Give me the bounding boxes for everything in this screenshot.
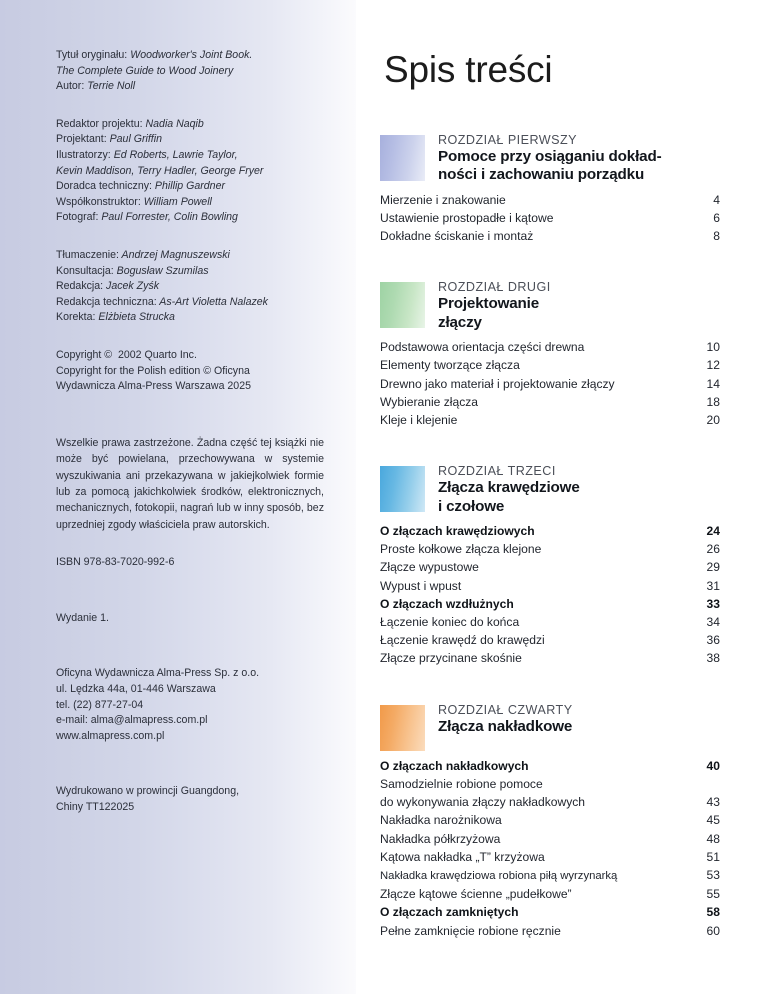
- toc-entry-page: 6: [713, 211, 720, 226]
- toc-entry-page: 31: [706, 578, 720, 593]
- chapter-block-3: [380, 463, 736, 667]
- toc-entry-page: 18: [706, 394, 720, 409]
- toc-entry[interactable]: [380, 866, 736, 885]
- toc-entry-page: 29: [706, 560, 720, 575]
- chapter-header-3: [380, 463, 736, 516]
- chapter-name-1-line-2: ności i zachowaniu porządku: [438, 166, 645, 184]
- toc-entry[interactable]: [380, 411, 736, 429]
- toc-entry-title: Łączenie krawędź do krawędzi: [380, 633, 545, 648]
- original-author-line: Autor: Terrie Noll: [56, 80, 136, 93]
- toc-entry-title: Elementy tworzące złącza: [380, 358, 520, 373]
- toc-entry-title: Łączenie koniec do końca: [380, 615, 520, 630]
- toc-entry[interactable]: [380, 649, 736, 667]
- toc-entry[interactable]: [380, 922, 736, 940]
- toc-entry[interactable]: [380, 522, 736, 540]
- toc-entry-title: O złączach krawędziowych: [380, 524, 535, 539]
- toc-entry[interactable]: [380, 375, 736, 393]
- copyright-line-3: Wydawnicza Alma-Press Warszawa 2025: [56, 380, 251, 393]
- toc-entry-title: Złącze kątowe ścienne „pudełkowe”: [380, 887, 572, 902]
- toc-entry-title: Samodzielnie robione pomoce: [380, 776, 543, 791]
- toc-entry[interactable]: [380, 356, 736, 374]
- credit-line-technical-advisor: Doradca techniczny: Phillip Gardner: [56, 180, 225, 193]
- toc-entry-title: Nakładka półkrzyżowa: [380, 831, 501, 846]
- toc-entry-title: Kleje i klejenie: [380, 413, 458, 428]
- toc-entry-page: 58: [706, 905, 720, 920]
- toc-entry-page: 26: [706, 542, 720, 557]
- toc-entry-title: Dokładne ściskanie i montaż: [380, 229, 534, 244]
- table-of-contents-panel: [356, 0, 760, 994]
- toc-entry[interactable]: [380, 338, 736, 356]
- chapter-title-group-1: [438, 132, 736, 185]
- all-rights-reserved-paragraph: Wszelkie prawa zastrzeżone. Żadna część tej książki nie może być powielana, przechowywana w systemie wyszukiwania ani przekazywana w jakiejkolwiek formie lub za pomocą jakichkolwiek środków, elektronicznych, mechanicznych, fotokopii, nagrań lub w inny sposób, bez uprzedniej zgody właściciela praw autorskich.: [56, 436, 324, 531]
- original-title-line-2: The Complete Guide to Wood Joinery: [56, 64, 234, 77]
- credit-line-proofreading: Korekta: Elżbieta Strucka: [56, 311, 175, 324]
- toc-entry-title: Podstawowa orientacja części drewna: [380, 340, 585, 355]
- printed-in-line-1: Wydrukowano w prowincji Guangdong,: [56, 785, 240, 798]
- toc-entry[interactable]: [380, 775, 736, 793]
- credit-line-editing: Redakcja: Jacek Zyśk: [56, 280, 160, 293]
- toc-entry-page: 10: [706, 340, 720, 355]
- toc-entry-page: 45: [706, 813, 720, 828]
- toc-entry[interactable]: [380, 885, 736, 903]
- credit-line-consultation: Konsultacja: Bogusław Szumilas: [56, 264, 209, 277]
- chapter-entries-1: [380, 191, 736, 246]
- toc-entry-title: Drewno jako materiał i projektowanie złączy: [380, 376, 615, 391]
- chapter-entries-2: [380, 338, 736, 429]
- toc-entry-page: 55: [706, 887, 720, 902]
- publisher-website-line: www.almapress.com.pl: [56, 729, 165, 742]
- toc-entry[interactable]: [380, 613, 736, 631]
- credit-line-translation: Tłumaczenie: Andrzej Magnuszewski: [56, 248, 230, 261]
- chapter-title-group-2: [438, 279, 736, 332]
- toc-entry[interactable]: [380, 903, 736, 921]
- chapter-header-1: [380, 132, 736, 185]
- copyright-block: [56, 348, 324, 395]
- toc-entry-page: 40: [706, 758, 720, 773]
- publisher-email-line: e-mail: alma@almapress.com.pl: [56, 714, 208, 727]
- credit-line-co-constructor: Współkonstruktor: William Powell: [56, 195, 212, 208]
- chapter-color-swatch-icon-1: [380, 135, 425, 181]
- toc-entry[interactable]: [380, 209, 736, 227]
- chapter-title-group-4: [438, 702, 736, 736]
- toc-entry-title: Mierzenie i znakowanie: [380, 192, 506, 207]
- chapter-header-2: [380, 279, 736, 332]
- chapter-kicker-3: ROZDZIAŁ TRZECI: [438, 464, 556, 479]
- credit-line-technical-editing: Redakcja techniczna: As-Art Violetta Nalazek: [56, 295, 268, 308]
- chapter-entries-4: [380, 757, 736, 940]
- credit-line-designer: Projektant: Paul Griffin: [56, 133, 162, 146]
- publisher-address-line: ul. Lędzka 44a, 01-446 Warszawa: [56, 682, 216, 695]
- publisher-name-line: Oficyna Wydawnicza Alma-Press Sp. z o.o.: [56, 667, 260, 680]
- printed-in-block: [56, 784, 324, 815]
- toc-entry-title: O złączach wzdłużnych: [380, 596, 514, 611]
- toc-entry-page: 36: [706, 633, 720, 648]
- chapter-name-1-line-1: Pomoce przy osiąganiu dokład-: [438, 148, 662, 165]
- toc-entry[interactable]: [380, 558, 736, 576]
- chapter-list: [380, 132, 736, 948]
- chapter-kicker-1: ROZDZIAŁ PIERWSZY: [438, 133, 577, 147]
- page-title: Spis treści: [384, 49, 553, 90]
- toc-entry-page: 20: [706, 413, 720, 428]
- toc-entry-title: Wybieranie złącza: [380, 394, 479, 409]
- chapter-title-group-3: [438, 463, 736, 516]
- toc-entry[interactable]: [380, 577, 736, 595]
- original-title-block: [56, 48, 324, 95]
- chapter-header-4: [380, 702, 736, 751]
- copyright-line-2: Copyright for the Polish edition © Oficyna: [56, 364, 250, 377]
- chapter-entries-3: [380, 522, 736, 668]
- toc-entry-page: 48: [706, 831, 720, 846]
- toc-entry-page: 4: [713, 192, 720, 207]
- toc-entry[interactable]: [380, 227, 736, 245]
- toc-entry-page: 34: [706, 615, 720, 630]
- toc-entry-page: 8: [713, 229, 720, 244]
- chapter-kicker-4: ROZDZIAŁ CZWARTY: [438, 702, 573, 717]
- toc-entry-title: Złącze wypustowe: [380, 560, 479, 575]
- chapter-block-1: [380, 132, 736, 245]
- chapter-block-2: [380, 279, 736, 429]
- toc-entry[interactable]: [380, 393, 736, 411]
- toc-entry[interactable]: [380, 540, 736, 558]
- toc-entry[interactable]: [380, 595, 736, 613]
- toc-entry-page: 12: [706, 358, 720, 373]
- toc-entry[interactable]: [380, 848, 736, 866]
- imprint-text-column: [56, 48, 324, 815]
- chapter-name-2-line-1: Projektowanie: [438, 295, 540, 313]
- polish-edition-credits-block: [56, 248, 324, 326]
- toc-entry-title: Ustawienie prostopadłe i kątowe: [380, 211, 554, 226]
- toc-entry-title: do wykonywania złączy nakładkowych: [380, 795, 586, 810]
- toc-entry-title: Nakładka krawędziowa robiona piłą wyrzynarką: [380, 869, 618, 882]
- toc-entry[interactable]: [380, 793, 736, 811]
- toc-entry-title: Wypust i wpust: [380, 578, 462, 593]
- copyright-line-1: Copyright © 2002 Quarto Inc.: [56, 348, 197, 361]
- publisher-phone-line: tel. (22) 877-27-04: [56, 698, 144, 711]
- toc-entry-page: 33: [706, 596, 720, 611]
- toc-entry[interactable]: [380, 830, 736, 848]
- toc-entry-title: Złącze przycinane skośnie: [380, 651, 522, 666]
- toc-entry-page: 38: [706, 651, 720, 666]
- printed-in-line-2: Chiny TT122025: [56, 800, 135, 813]
- imprint-panel: [0, 0, 356, 994]
- credit-line-editor: Redaktor projektu: Nadia Naqib: [56, 117, 204, 130]
- chapter-color-swatch-icon-2: [380, 282, 425, 328]
- chapter-name-3-line-2: i czołowe: [438, 497, 505, 515]
- toc-entry-title: O złączach zamkniętych: [380, 905, 519, 920]
- edition-line: Wydanie 1.: [56, 611, 109, 624]
- chapter-name-4-line-1: Złącza nakładkowe: [438, 717, 573, 735]
- toc-entry[interactable]: [380, 631, 736, 649]
- toc-entry-page: 14: [706, 376, 720, 391]
- credit-line-photographers: Fotograf: Paul Forrester, Colin Bowling: [56, 211, 238, 224]
- chapter-name-3-line-1: Złącza krawędziowe: [438, 479, 580, 497]
- chapter-color-swatch-icon-4: [380, 705, 425, 751]
- chapter-color-swatch-icon-3: [380, 466, 425, 512]
- credits-block: [56, 117, 324, 226]
- toc-entry-title: Nakładka narożnikowa: [380, 813, 502, 828]
- isbn-line: ISBN 978-83-7020-992-6: [56, 556, 175, 569]
- toc-entry[interactable]: [380, 811, 736, 829]
- toc-entry-page: 60: [706, 923, 720, 938]
- toc-entry[interactable]: [380, 191, 736, 209]
- toc-entry-page: 24: [706, 524, 720, 539]
- credit-line-illustrators-1: Ilustratorzy: Ed Roberts, Lawrie Taylor,: [56, 148, 238, 161]
- toc-entry-page: 43: [706, 795, 720, 810]
- chapter-name-2-line-2: złączy: [438, 313, 482, 331]
- toc-entry-title: Proste kołkowe złącza klejone: [380, 542, 542, 557]
- chapter-block-4: [380, 702, 736, 940]
- credit-line-illustrators-2: Kevin Maddison, Terry Hadler, George Fryer: [56, 164, 264, 177]
- original-title-line-1: Tytuł oryginału: Woodworker's Joint Book.: [56, 49, 253, 61]
- toc-entry[interactable]: [380, 757, 736, 775]
- toc-entry-title: Pełne zamknięcie robione ręcznie: [380, 923, 561, 938]
- toc-entry-page: 53: [706, 867, 720, 882]
- chapter-kicker-2: ROZDZIAŁ DRUGI: [438, 280, 551, 295]
- toc-entry-title: O złączach nakładkowych: [380, 758, 529, 773]
- publisher-block: [56, 666, 324, 744]
- toc-entry-title: Kątowa nakładka „T” krzyżowa: [380, 849, 545, 864]
- toc-entry-page: 51: [706, 849, 720, 864]
